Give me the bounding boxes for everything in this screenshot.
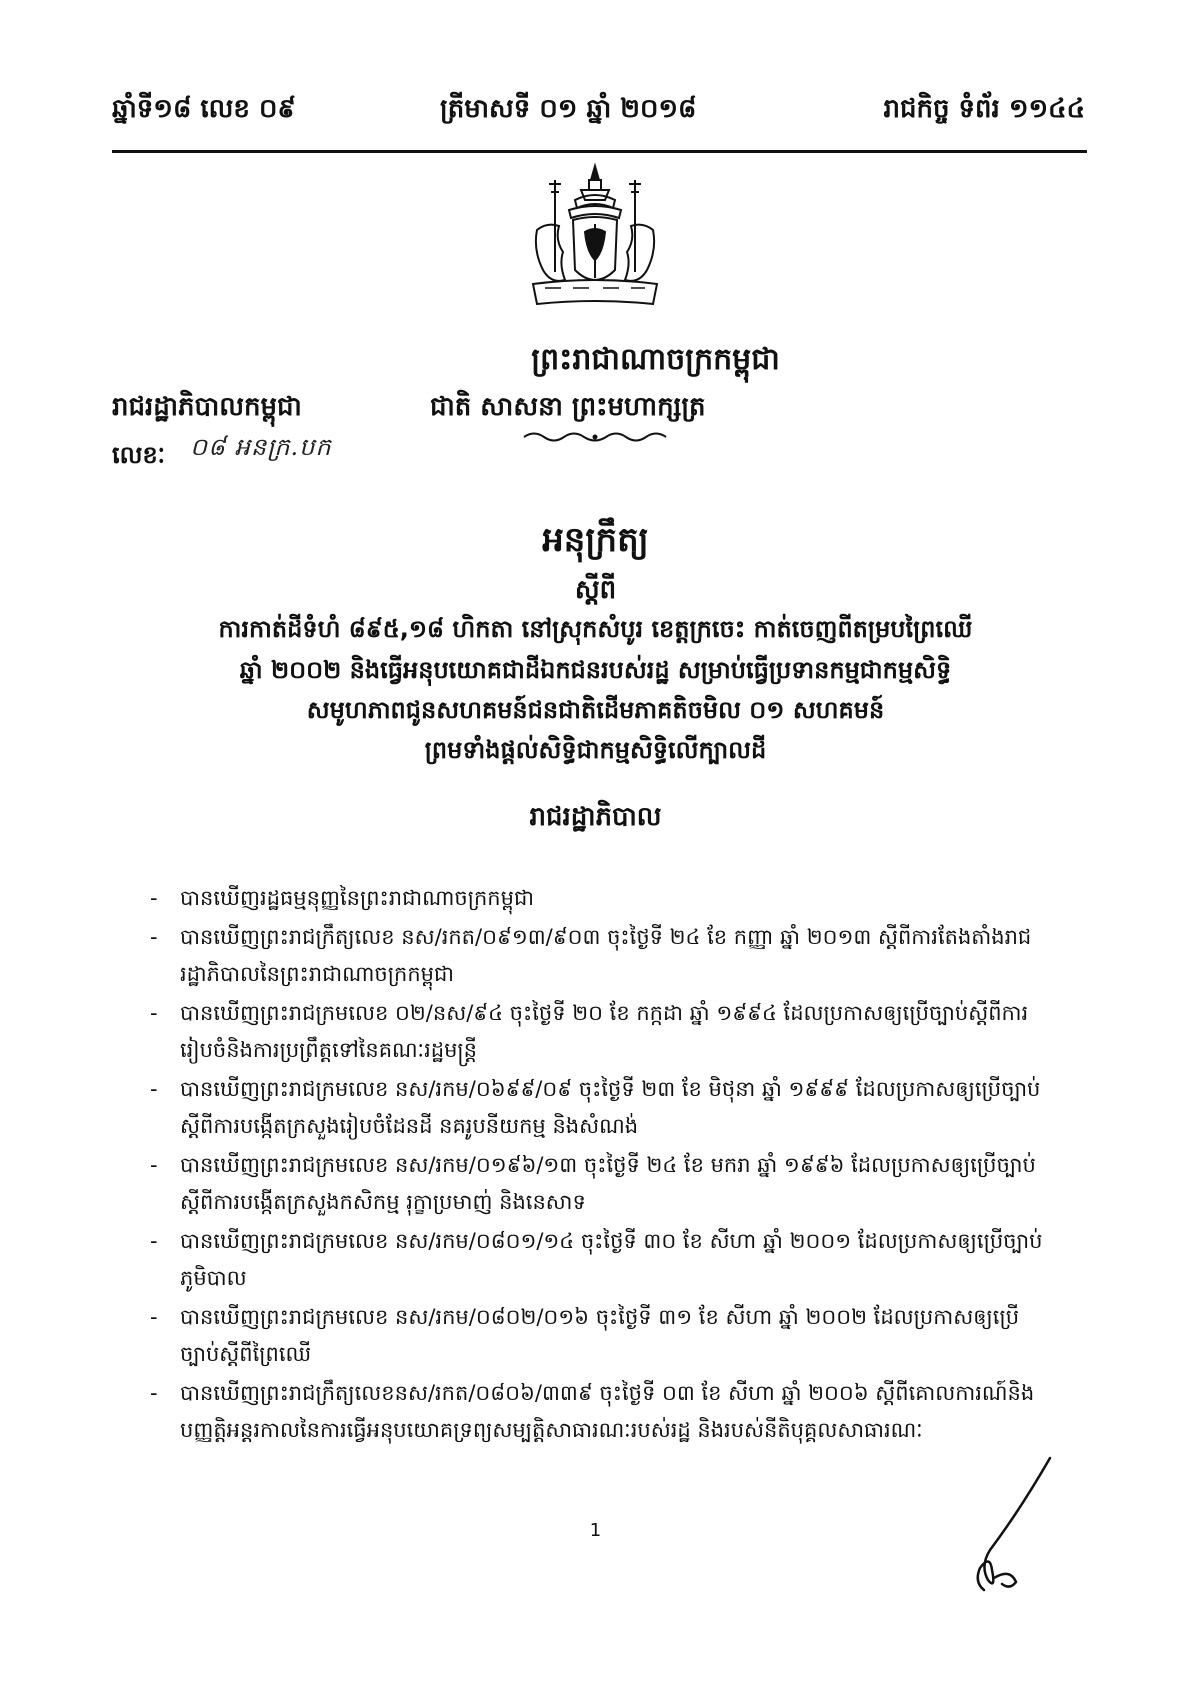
recital-text: បានឃើញព្រះរាជក្រមលេខ នស/រកម/០៨០១/១៤ ចុះថ្ងៃទី ៣០ ខែ សីហា ឆ្នាំ ២០០១ ដែលប្រកាសឲ្យប្រើច្បាប់ភូមិបាល (180, 1229, 1043, 1290)
signature-icon (950, 1450, 1130, 1600)
document-title-line: ការកាត់ដីទំហំ ៨៩៥,១៨ ហិកតា នៅស្រុកសំបូរ ខេត្តក្រចេះ កាត់ចេញពីតម្របព្រៃឈើ (218, 615, 973, 643)
header-rule (112, 150, 1087, 153)
gazette-quarter: ត្រីមាសទី ០១ ឆ្នាំ ២០១៨ (440, 94, 697, 124)
recital-dash: - (150, 925, 158, 949)
recital-dash: - (150, 1381, 158, 1405)
recital-text: បានឃើញព្រះរាជក្រមលេខ នស/រកម/០៦៩៩/០៩ ចុះថ្ងៃទី ២៣ ខែ មិថុនា ឆ្នាំ ១៩៩៩ ដែលប្រកាសឲ្យប្រើច្បាប់ស្តីពីការបង្កើតក្រសួងរៀបចំដែនដី នគរូបនីយកម្ម និងសំណង់ (180, 1077, 1041, 1138)
reference-label: លេខៈ (112, 441, 166, 469)
recital-dash: - (150, 886, 158, 910)
recitals-list (150, 880, 1050, 1451)
recital-dash: - (150, 1077, 158, 1101)
reference-number-handwritten: ០៨ អនក្រ.បក (190, 433, 332, 461)
recital-dash: - (150, 1305, 158, 1329)
recital-item (150, 919, 1050, 993)
recital-dash: - (150, 1229, 158, 1253)
national-motto: ជាតិ សាសនា ព្រះមហាក្សត្រ (430, 392, 706, 422)
document-title-line: សមូហភាពជូនសហគមន៍ជនជាតិដើមភាគតិចមិល ០១ សហគមន៍ (306, 696, 885, 724)
royal-arms-emblem-icon (515, 160, 675, 320)
document-about: ស្តីពី (574, 575, 617, 605)
recital-text: បានឃើញព្រះរាជក្រឹត្យលេខ នស/រកត/០៩១៣/៩០៣ ចុះថ្ងៃទី ២៤ ខែ កញ្ញា ឆ្នាំ ២០១៣ ស្តីពីការតែងតាំងរាជរដ្ឋាភិបាលនៃព្រះរាជាណាចក្រកម្ពុជា (180, 925, 1032, 986)
ornament-divider-icon (520, 430, 670, 444)
recital-item (150, 1299, 1050, 1373)
recital-text: បានឃើញព្រះរាជក្រមលេខ ០២/នស/៩៤ ចុះថ្ងៃទី ២០ ខែ កក្កដា ឆ្នាំ ១៩៩៤ ដែលប្រកាសឲ្យប្រើច្បាប់ស្តីពីការរៀបចំនិងការប្រព្រឹត្តទៅនៃគណៈរដ្ឋមន្ត្រី (180, 1001, 1029, 1062)
recital-item (150, 1223, 1050, 1297)
recital-dash: - (150, 1001, 158, 1025)
page-number: 1 (589, 1520, 602, 1541)
recital-text: បានឃើញព្រះរាជក្រមលេខ នស/រកម/០៨០២/០១៦ ចុះថ្ងៃទី ៣១ ខែ សីហា ឆ្នាំ ២០០២ ដែលប្រកាសឲ្យប្រើច្បាប់ស្តីពីព្រៃឈើ (180, 1305, 1020, 1366)
recital-item (150, 1071, 1050, 1145)
document-type: អនុក្រឹត្យ (542, 520, 649, 560)
recital-item (150, 1147, 1050, 1221)
document-title-line: ឆ្នាំ ២០០២ និងធ្វើអនុបយោគជាដីឯកជនរបស់រដ្ឋ សម្រាប់ធ្វើប្រទានកម្មជាកម្មសិទ្ធិ (239, 656, 952, 684)
government-name: រាជរដ្ឋាភិបាលកម្ពុជា (112, 392, 302, 422)
kingdom-name: ព្រះរាជាណាចក្រកម្ពុជា (531, 342, 780, 377)
recital-item (150, 880, 1050, 917)
recital-item (150, 1375, 1050, 1449)
recital-text: បានឃើញព្រះរាជក្រមលេខ នស/រកម/០១៩៦/១៣ ចុះថ្ងៃទី ២៤ ខែ មករា ឆ្នាំ ១៩៩៦ ដែលប្រកាសឲ្យប្រើច្បាប់ ស្តីពីការបង្កើតក្រសួងកសិកម្ម រុក្ខាប្រមាញ់ និងនេសាទ (180, 1153, 1036, 1214)
gazette-year-issue: ឆ្នាំទី១៨ លេខ ០៩ (112, 94, 296, 124)
recital-text: បានឃើញរដ្ឋធម្មនុញ្ញនៃព្រះរាជាណាចក្រកម្ពុជា (180, 886, 534, 910)
recital-text: បានឃើញព្រះរាជក្រឹត្យលេខនស/រកត/០៨០៦/៣៣៩ ចុះថ្ងៃទី ០៣ ខែ សីហា ឆ្នាំ ២០០៦ ស្តីពីគោលការណ៍និងបញ្ញត្តិអន្តរកាលនៃការធ្វើអនុបយោគទ្រព្យសម្បត្តិសាធារណៈរបស់រដ្ឋ និងរបស់នីតិបុគ្គលសាធារណៈ (180, 1381, 1035, 1442)
government-motto-row (112, 390, 1079, 430)
document-title-line: ព្រមទាំងផ្តល់សិទ្ធិជាកម្មសិទ្ធិលើក្បាលដី (424, 736, 767, 764)
recital-item (150, 995, 1050, 1069)
recital-dash: - (150, 1153, 158, 1177)
gazette-page-ref: រាជកិច្ច ទំព័រ ១១៤៤ (883, 94, 1085, 124)
issuing-authority: រាជរដ្ឋាភិបាល (529, 802, 662, 832)
